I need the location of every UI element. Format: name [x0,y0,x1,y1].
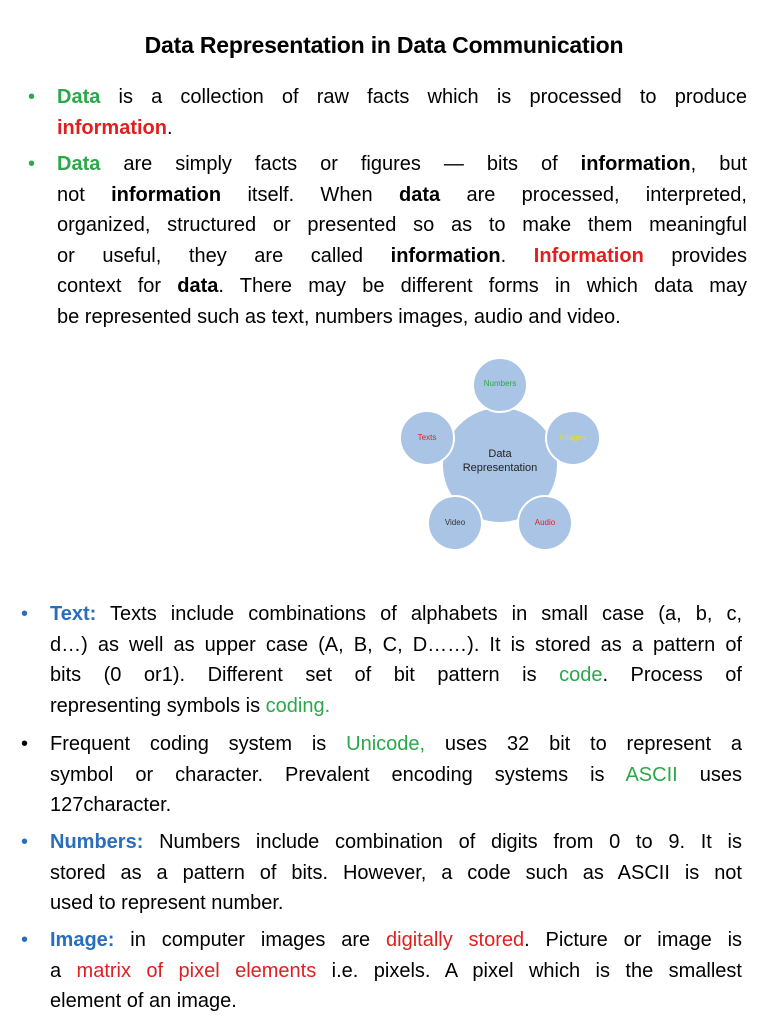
bullet: • [21,831,29,853]
video-label: Video [444,518,466,527]
text-line: Data is a collection of raw facts which is processed to produce [57,86,747,108]
audio-label: Audio [534,518,556,527]
paragraph-numbers: Numbers: Numbers include combination of digits from 0 to 9. It is stored as a pattern of bits. However, a code such as ASCII is not used to represent number. [50,831,742,914]
texts-label: Texts [417,433,437,442]
bullet: • [21,733,29,755]
center-label: Data Representation [462,448,538,474]
data-representation-diagram [390,355,620,560]
paragraph-data-definition: Data is a collection of raw facts which is processed to produce information. [57,82,747,143]
page-title: Data Representation in Data Communication [144,32,624,58]
paragraph-text: Text: Texts include combinations of alphabets in small case (a, b, c, d…) as well as upper case (A, B, C, D……). It is stored as a pattern of bits (0 or1). Different set of bit pattern is code. Process of representing symbols is coding. [50,603,742,717]
bullet: • [21,929,29,951]
bullet: • [28,153,36,175]
images-label: Images [559,433,587,442]
bullet: • [28,86,36,108]
paragraph-image: Image: in computer images are digitally stored. Picture or image is a matrix of pixel elements i.e. pixels. A pixel which is the smallest element of an image. [50,929,742,1012]
bullet: • [21,603,29,625]
paragraph-data-vs-information: Data are simply facts or figures — bits of information, but not information itself. When data are processed, interpreted, organized, structured or presented so as to make them meaningful or useful, they are called information. Information provides context for data. There may be different forms in which data may be represented such as text, numbers images, audio and video. [57,153,747,328]
paragraph-coding-systems: Frequent coding system is Unicode, uses 32 bit to represent a symbol or character. Prevalent encoding systems is ASCII uses 127character. [50,733,742,816]
numbers-label: Numbers [483,379,517,388]
